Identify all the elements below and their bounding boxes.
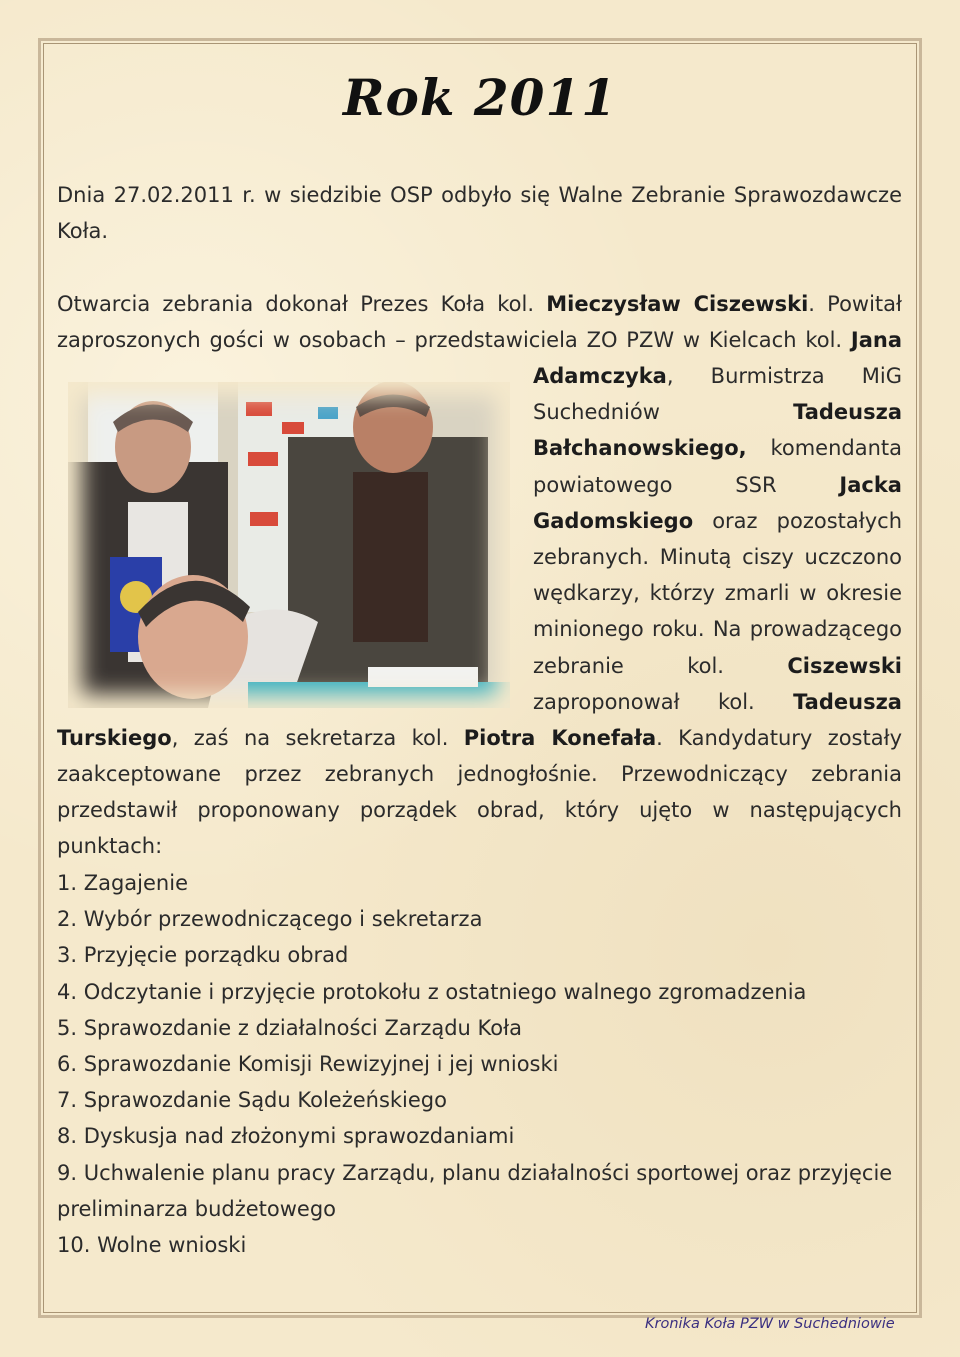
- agenda-item: 2. Wybór przewodniczącego i sekretarza: [57, 907, 483, 932]
- wrap-line-7: wędkarzy, którzy zmarli w okresie: [533, 581, 902, 606]
- wrap-line-2: Suchedniów Tadeusza: [533, 400, 902, 425]
- wrapped-text-column: [533, 358, 902, 720]
- page-title: Rok 2011: [342, 68, 618, 127]
- wrap-line-1: Adamczyka, Burmistrza MiG: [533, 364, 902, 388]
- paragraph-1-line-2: Koła.: [57, 219, 109, 243]
- paragraph-2-continuation-3: przedstawił proponowany porządek obrad, który ujęto w następujących: [57, 798, 902, 822]
- wrap-line-5: Gadomskiego oraz pozostałych: [533, 508, 902, 533]
- paragraph-2-line-2: zaproszonych gości w osobach – przedstawiciela ZO PZW w Kielcach kol. Jana: [57, 328, 902, 352]
- agenda-list: [57, 865, 902, 1263]
- agenda-item: 8. Dyskusja nad złożonymi sprawozdaniami: [57, 1124, 515, 1149]
- agenda-item: 6. Sprawozdanie Komisji Rewizyjnej i jej wnioski: [57, 1052, 559, 1077]
- agenda-item: 4. Odczytanie i przyjęcie protokołu z ostatniego walnego zgromadzenia: [57, 979, 807, 1004]
- agenda-item-continuation: preliminarza budżetowego: [57, 1196, 337, 1221]
- paragraph-2-continuation-2: zaakceptowane przez zebranych jednogłośnie. Przewodniczący zebrania: [57, 762, 902, 786]
- meeting-photo: [68, 382, 510, 708]
- footer-text: Kronika Koła PZW w Suchedniowie: [645, 1316, 895, 1332]
- paragraph-2-continuation-4: punktach:: [57, 834, 163, 858]
- wrap-line-9: zebranie kol. Ciszewski: [533, 653, 902, 678]
- wrap-line-3: Bałchanowskiego, komendanta: [533, 436, 902, 461]
- wrap-line-4: powiatowego SSR Jacka: [533, 472, 902, 497]
- photo-vignette: [68, 382, 510, 708]
- paragraph-1-line-1: Dnia 27.02.2011 r. w siedzibie OSP odbyło się Walne Zebranie Sprawozdawcze: [57, 183, 902, 207]
- paragraph-2-continuation-1: Turskiego, zaś na sekretarza kol. Piotra Konefała. Kandydatury zostały: [57, 726, 903, 750]
- wrap-line-8: minionego roku. Na prowadzącego: [533, 617, 902, 642]
- paragraph-2-line-1: Otwarcia zebrania dokonał Prezes Koła kol. Mieczysław Ciszewski. Powitał: [57, 292, 902, 316]
- wrap-line-6: zebranych. Minutą ciszy uczczono: [533, 544, 902, 569]
- agenda-item: 3. Przyjęcie porządku obrad: [57, 943, 349, 968]
- agenda-item: 9. Uchwalenie planu pracy Zarządu, planu działalności sportowej oraz przyjęcie: [57, 1160, 893, 1185]
- agenda-item: 1. Zagajenie: [57, 871, 188, 895]
- agenda-item: 5. Sprawozdanie z działalności Zarządu Koła: [57, 1015, 522, 1040]
- agenda-item: 7. Sprawozdanie Sądu Koleżeńskiego: [57, 1088, 447, 1113]
- wrap-line-10: zaproponował kol. Tadeusza: [533, 689, 902, 714]
- agenda-item: 10. Wolne wnioski: [57, 1233, 247, 1258]
